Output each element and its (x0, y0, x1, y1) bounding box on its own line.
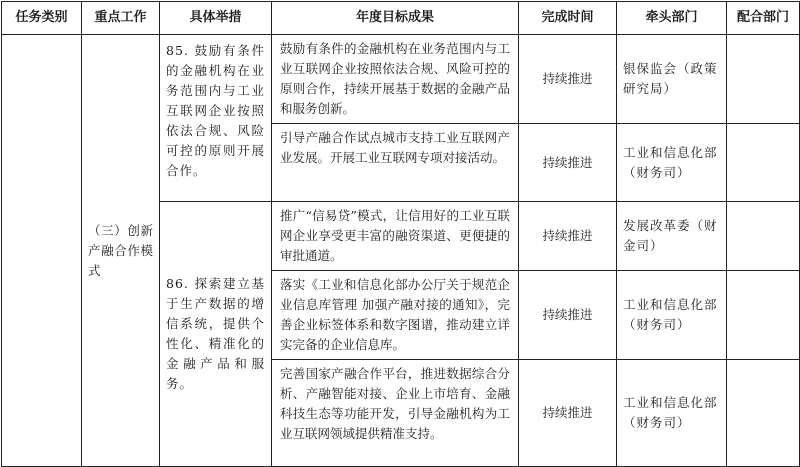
goal-cell: 鼓励有条件的金融机构在业务范围内与工业互联网企业按照依法合规、风险可控的原则合作，持续开展基于数据的金融产品和服务创新。 (272, 35, 519, 124)
category-cell (2, 35, 82, 467)
time-cell: 持续推进 (519, 360, 617, 467)
focus-cell: （三）创新产融合作模式 (82, 35, 160, 467)
goal-cell: 推广“信易贷”模式，让信用好的工业互联网企业享受更丰富的融资渠道、更便捷的审批通道。 (272, 202, 519, 271)
coop-dept-cell (727, 202, 800, 271)
header-category: 任务类别 (2, 2, 82, 35)
header-coop: 配合部门 (727, 2, 800, 35)
header-time: 完成时间 (519, 2, 617, 35)
header-measure: 具体举措 (160, 2, 272, 35)
header-goal: 年度目标成果 (272, 2, 519, 35)
header-lead: 牵头部门 (617, 2, 727, 35)
lead-dept-cell: 银保监会（政策研究局） (617, 35, 727, 124)
coop-dept-cell (727, 124, 800, 202)
measure-86: 86. 探索建立基于生产数据的增信系统，提供个性化、精准化的金融产品和服务。 (160, 202, 272, 467)
time-cell: 持续推进 (519, 271, 617, 360)
time-cell: 持续推进 (519, 124, 617, 202)
lead-dept-cell: 工业和信息化部（财务司） (617, 271, 727, 360)
task-table (1, 1, 800, 467)
goal-cell: 引导产融合作试点城市支持工业互联网产业发展。开展工业互联网专项对接活动。 (272, 124, 519, 202)
table-row (2, 35, 800, 124)
coop-dept-cell (727, 360, 800, 467)
time-cell: 持续推进 (519, 202, 617, 271)
coop-dept-cell (727, 35, 800, 124)
lead-dept-cell: 工业和信息化部（财务司） (617, 124, 727, 202)
lead-dept-cell: 发展改革委（财金司） (617, 202, 727, 271)
coop-dept-cell (727, 271, 800, 360)
header-focus: 重点工作 (82, 2, 160, 35)
goal-cell: 完善国家产融合作平台，推进数据综合分析、产融智能对接、企业上市培育、金融科技生态等功能开发，引导金融机构为工业互联网领域提供精准支持。 (272, 360, 519, 467)
lead-dept-cell: 工业和信息化部（财务司） (617, 360, 727, 467)
measure-85: 85. 鼓励有条件的金融机构在业务范围内与工业互联网企业按照依法合规、风险可控的原则开展合作。 (160, 35, 272, 202)
goal-cell: 落实《工业和信息化部办公厅关于规范企业信息库管理 加强产融对接的通知》，完善企业标签体系和数字图谱，推动建立详实完备的企业信息库。 (272, 271, 519, 360)
time-cell: 持续推进 (519, 35, 617, 124)
header-row (2, 2, 800, 35)
